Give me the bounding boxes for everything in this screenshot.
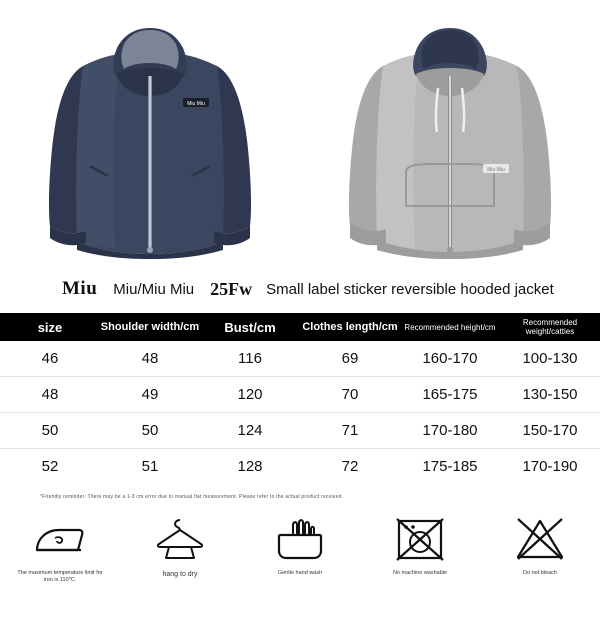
measurement-note: *Friendly reminder: There may be a 1-3 cm error due to manual flat measurement. Please refer to the actual product received. (40, 494, 344, 500)
col-header-shoulder-width: Shoulder width/cm (100, 313, 200, 341)
gentle-hand-wash-icon (273, 516, 327, 562)
cell-size: 52 (0, 449, 100, 485)
hang-to-dry-icon (153, 516, 207, 562)
cell-size: 48 (0, 377, 100, 413)
care-label-do-not-bleach: Do not bleach (523, 570, 557, 576)
cell-bust: 128 (200, 449, 300, 485)
care-item-hand-wash (254, 516, 346, 584)
cell-shoulder-width: 51 (100, 449, 200, 485)
care-label-hand-wash: Gentle hand wash (277, 570, 323, 576)
care-item-hang-to-dry (134, 516, 226, 584)
svg-text:Miu Miu: Miu Miu (487, 167, 505, 173)
cell-clothes-length: 72 (300, 449, 400, 485)
care-item-no-machine-wash (374, 516, 466, 584)
table-row (0, 377, 600, 413)
cell-height: 175-185 (400, 449, 500, 485)
product-image-grey (300, 0, 600, 265)
cell-size: 46 (0, 341, 100, 377)
care-instructions (0, 500, 600, 584)
product-title-row (0, 265, 600, 313)
cell-bust: 120 (200, 377, 300, 413)
col-header-weight: Recommended weight/catties (500, 313, 600, 341)
col-header-bust: Bust/cm (200, 313, 300, 341)
svg-text:Miu Miu: Miu Miu (187, 101, 205, 107)
product-image-navy (0, 0, 300, 265)
do-not-bleach-icon (514, 516, 566, 562)
cell-bust: 116 (200, 341, 300, 377)
cell-clothes-length: 71 (300, 413, 400, 449)
size-chart-header (0, 313, 600, 341)
grey-hooded-jacket (320, 14, 580, 259)
table-row (0, 341, 600, 377)
brand-logo-text: Miu (62, 278, 98, 299)
col-header-size: size (0, 313, 100, 341)
col-header-clothes-length: Clothes length/cm (300, 313, 400, 341)
care-item-iron (14, 516, 106, 584)
col-header-height: Recommended height/cm (400, 313, 500, 341)
table-row (0, 449, 600, 485)
cell-shoulder-width: 49 (100, 377, 200, 413)
season-code: 25Fw (210, 278, 253, 299)
navy-hooded-jacket (20, 14, 280, 259)
cell-weight: 170-190 (500, 449, 600, 485)
no-machine-wash-icon (395, 516, 445, 562)
cell-height: 160-170 (400, 341, 500, 377)
cell-clothes-length: 70 (300, 377, 400, 413)
cell-bust: 124 (200, 413, 300, 449)
product-description: Small label sticker reversible hooded jacket (266, 280, 554, 298)
cell-weight: 150-170 (500, 413, 600, 449)
table-header-row (0, 313, 600, 341)
care-label-hang-to-dry: hang to dry (162, 571, 198, 578)
cell-height: 165-175 (400, 377, 500, 413)
table-row (0, 413, 600, 449)
care-label-iron: The maximum temperature limit for iron is 110°C. (17, 570, 103, 584)
size-chart-body (0, 341, 600, 484)
care-label-no-machine-wash: No machine washable (392, 570, 448, 576)
cell-height: 170-180 (400, 413, 500, 449)
care-item-do-not-bleach (494, 516, 586, 584)
cell-shoulder-width: 50 (100, 413, 200, 449)
product-image-gallery (0, 0, 600, 265)
cell-size: 50 (0, 413, 100, 449)
cell-weight: 100-130 (500, 341, 600, 377)
cell-clothes-length: 69 (300, 341, 400, 377)
size-chart-table (0, 313, 600, 484)
cell-weight: 130-150 (500, 377, 600, 413)
iron-icon (33, 516, 87, 562)
brand-alt-text: Miu/Miu Miu (113, 280, 195, 298)
cell-shoulder-width: 48 (100, 341, 200, 377)
